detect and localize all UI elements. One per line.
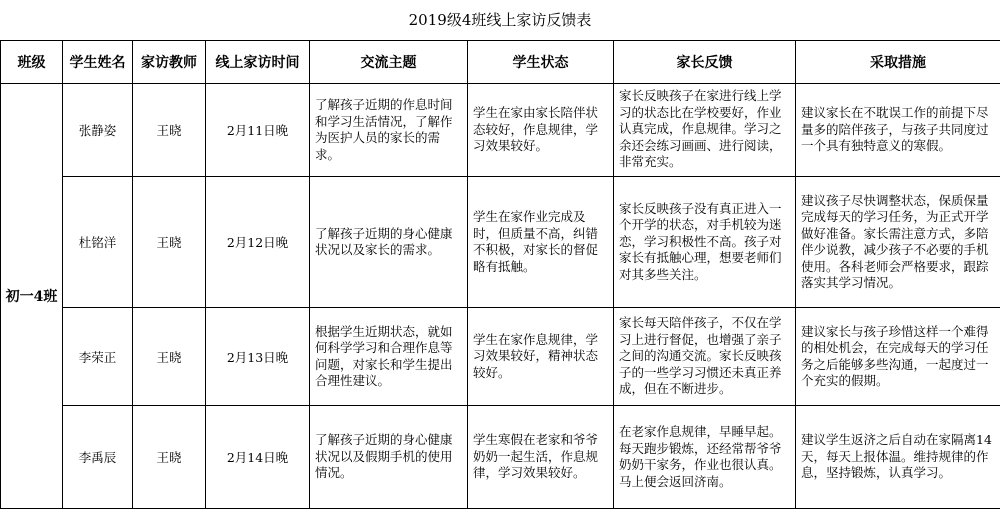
header-measures: 采取措施 [796, 41, 1000, 84]
student-name: 张静姿 [63, 84, 133, 177]
feedback-table [0, 40, 1000, 509]
table-row [1, 406, 1000, 509]
page-title: 2019级4班线上家访反馈表 [0, 0, 1000, 40]
visit-time: 2月12日晚 [206, 177, 310, 308]
measures-cell: 建议孩子尽快调整状态，保质保量完成每天的学习任务，为正式开学做好准备。家长需注意方式，多陪伴少说教，减少孩子不必要的手机使用。各科老师会严格要求，跟踪落实其学习情况。 [796, 177, 1000, 308]
status-cell: 学生在家作息规律，学习效果较好，精神状态较好。 [468, 308, 614, 406]
feedback-cell: 家长反映孩子在家进行线上学习的状态比在学校要好，作业认真完成，作息规律。学习之余还会练习画画、进行阅读，非常充实。 [614, 84, 796, 177]
header-teacher: 家访教师 [133, 41, 206, 84]
measures-cell: 建议学生返济之后自动在家隔离14天，每天上报体温。维持规律的作息，坚持锻炼，认真学习。 [796, 406, 1000, 509]
teacher-name: 王晓 [133, 177, 206, 308]
header-class: 班级 [1, 41, 63, 84]
header-time: 线上家访时间 [206, 41, 310, 84]
class-cell: 初一4班 [1, 84, 63, 509]
header-status: 学生状态 [468, 41, 614, 84]
student-name: 李荣正 [63, 308, 133, 406]
status-cell: 学生寒假在老家和爷爷奶奶一起生活，作息规律，学习效果较好。 [468, 406, 614, 509]
visit-time: 2月13日晚 [206, 308, 310, 406]
topic-cell: 了解孩子近期的作息时间和学习生活情况，了解作为医护人员的家长的需求。 [310, 84, 468, 177]
measures-cell: 建议家长在不耽误工作的前提下尽量多的陪伴孩子，与孩子共同度过一个具有独特意义的寒假。 [796, 84, 1000, 177]
table-row [1, 84, 1000, 177]
status-cell: 学生在家作业完成及时，但质量不高，纠错不积极，对家长的督促略有抵触。 [468, 177, 614, 308]
topic-cell: 了解孩子近期的身心健康状况以及假期手机的使用情况。 [310, 406, 468, 509]
teacher-name: 王晓 [133, 84, 206, 177]
student-name: 杜铭洋 [63, 177, 133, 308]
table-row [1, 177, 1000, 308]
feedback-cell: 在老家作息规律，早睡早起。每天跑步锻炼，还经常帮爷爷奶奶干家务，作业也很认真。马上便会返回济南。 [614, 406, 796, 509]
measures-cell: 建议家长与孩子珍惜这样一个难得的相处机会，在完成每天的学习任务之后能够多些沟通，一起度过一个充实的假期。 [796, 308, 1000, 406]
status-cell: 学生在家由家长陪伴状态较好，作息规律，学习效果较好。 [468, 84, 614, 177]
visit-time: 2月11日晚 [206, 84, 310, 177]
teacher-name: 王晓 [133, 406, 206, 509]
topic-cell: 根据学生近期状态，就如何科学学习和合理作息等问题，对家长和学生提出合理性建议。 [310, 308, 468, 406]
header-topic: 交流主题 [310, 41, 468, 84]
header-row [1, 41, 1000, 84]
visit-time: 2月14日晚 [206, 406, 310, 509]
teacher-name: 王晓 [133, 308, 206, 406]
table-row [1, 308, 1000, 406]
feedback-cell: 家长反映孩子没有真正进入一个开学的状态，对手机较为迷恋，学习积极性不高。孩子对家长有抵触心理，想要老师们对其多些关注。 [614, 177, 796, 308]
feedback-cell: 家长每天陪伴孩子，不仅在学习上进行督促，也增强了亲子之间的沟通交流。家长反映孩子的一些学习习惯还未真正养成，但在不断进步。 [614, 308, 796, 406]
header-student: 学生姓名 [63, 41, 133, 84]
topic-cell: 了解孩子近期的身心健康状况以及家长的需求。 [310, 177, 468, 308]
student-name: 李禹辰 [63, 406, 133, 509]
header-feedback: 家长反馈 [614, 41, 796, 84]
